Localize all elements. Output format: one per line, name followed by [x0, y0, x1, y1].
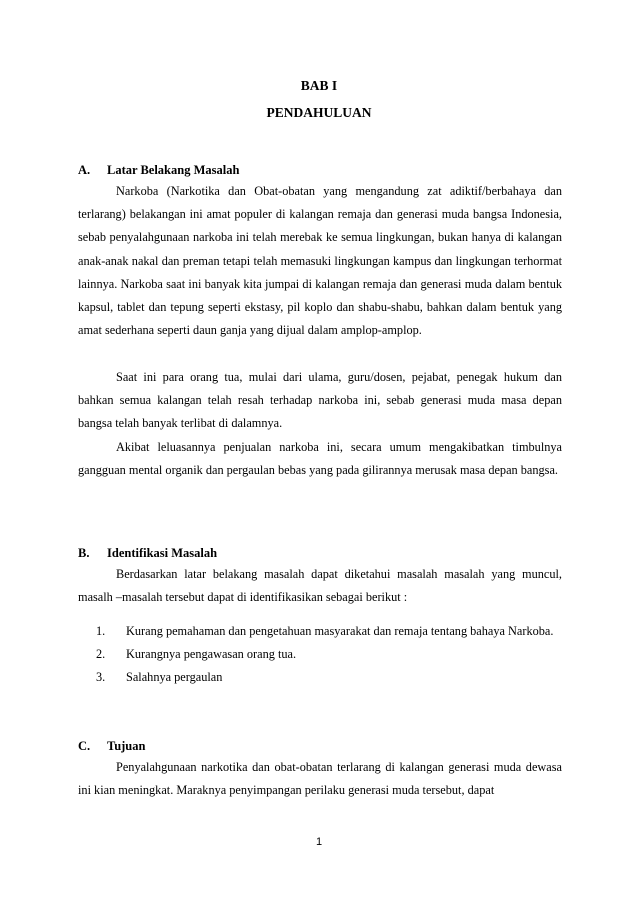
- section-heading-b: [78, 545, 217, 561]
- chapter-number: BAB I: [300, 78, 338, 93]
- paragraph: Penyalahgunaan narkotika dan obat-obatan terlarang di kalangan generasi muda dewasa ini kian meningkat. Maraknya penyimpangan perilaku generasi muda tersebut, dapat: [78, 760, 562, 798]
- section-heading-c: [78, 738, 145, 754]
- section-number: C.: [78, 739, 91, 753]
- list-text: Kurangnya pengawasan orang tua.: [126, 647, 297, 662]
- list-item: [96, 643, 562, 666]
- section-heading-a: [78, 162, 239, 178]
- list-text: Salahnya pergaulan: [126, 670, 223, 685]
- section-title: Latar Belakang Masalah: [107, 163, 240, 177]
- paragraph: Akibat leluasannya penjualan narkoba ini, secara umum mengakibatkan timbulnya gangguan mental organik dan pergaulan bebas yang pada gilirannya merusak masa depan bangsa.: [78, 440, 562, 478]
- list-item: [96, 666, 562, 689]
- list-number: 3.: [96, 670, 106, 685]
- paragraph: Saat ini para orang tua, mulai dari ulama, guru/dosen, pejabat, penegak hukum dan bahkan semua kalangan telah resah terhadap narkoba ini, sebab generasi muda masa depan bangsa telah banyak terlibat di dalamnya.: [78, 370, 562, 431]
- section-number: A.: [78, 163, 91, 177]
- section-number: B.: [78, 546, 90, 560]
- problem-list: [96, 620, 562, 690]
- list-text: Kurang pemahaman dan pengetahuan masyarakat dan remaja tentang bahaya Narkoba.: [126, 624, 554, 638]
- section-title: Identifikasi Masalah: [107, 546, 218, 560]
- section-title: Tujuan: [107, 739, 146, 753]
- chapter-title: PENDAHULUAN: [266, 105, 372, 120]
- list-number: 1.: [96, 624, 106, 638]
- list-item: [96, 620, 562, 643]
- paragraph: Narkoba (Narkotika dan Obat-obatan yang mengandung zat adiktif/berbahaya dan terlarang) belakangan ini amat populer di kalangan remaja dan generasi muda bangsa Indonesia, sebab penyalahgunaan narkoba ini telah merebak ke semua lingkungan, bukan hanya di kalangan anak-anak nakal dan preman tetapi telah memasuki lingkungan kampus dan lingkungan terhormat lainnya. Narkoba saat ini banyak kita jumpai di kalangan remaja dan generasi muda dalam bentuk kapsul, tablet dan tepung seperti ekstasy, pil koplo dan shabu-shabu, bahkan dalam bentuk yang amat sederhana seperti daun ganja yang dijual dalam amplop-amplop.: [78, 184, 562, 338]
- page-number: 1: [315, 836, 323, 848]
- list-number: 2.: [96, 647, 106, 662]
- paragraph: Berdasarkan latar belakang masalah dapat diketahui masalah masalah yang muncul, masalh –masalah tersebut dapat di identifikasikan sebagai berikut :: [78, 567, 562, 605]
